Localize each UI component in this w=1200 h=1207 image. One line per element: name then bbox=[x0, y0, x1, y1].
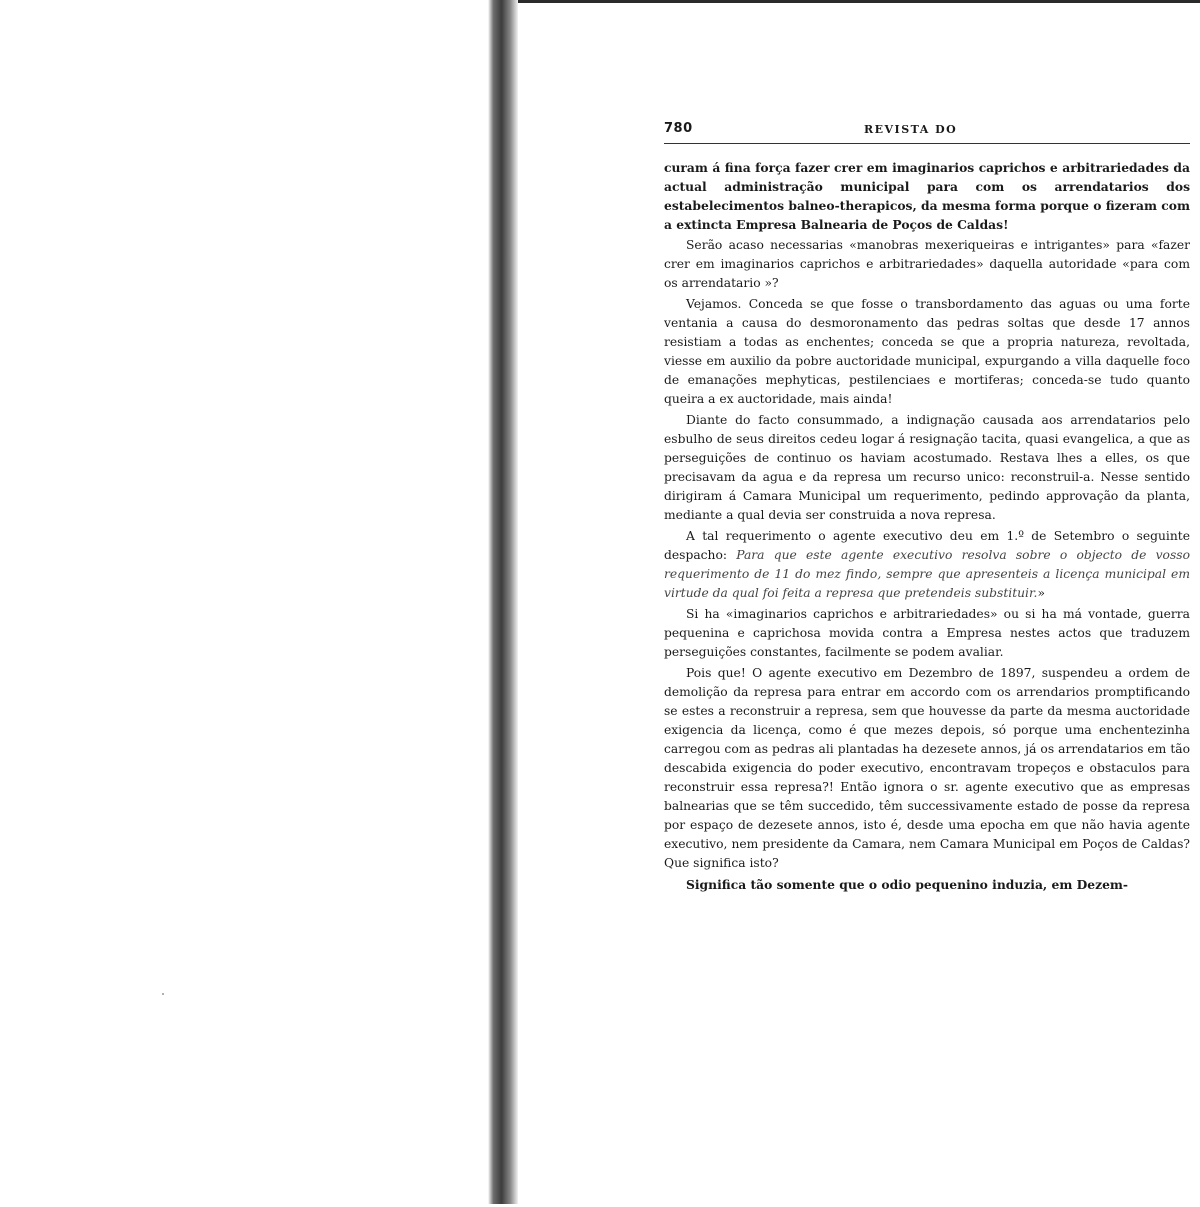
paragraph-5 bbox=[664, 527, 1190, 603]
paragraph-3: Vejamos. Conceda se que fosse o transbordamento das aguas ou uma forte ventania a causa do desmoronamento das pedras soltas que desde 17 annos resistiam a todas as enchentes; conceda se que a propria natureza, revoltada, viesse em auxilio da pobre auctoridade municipal, expurgando a villa daquelle foco de emanações mephyticas, pestilenciaes e mortiferas; conceda-se tudo quanto queira a ex auctoridade, mais ainda! bbox=[664, 297, 1190, 406]
page-header bbox=[664, 121, 1190, 144]
right-page bbox=[518, 0, 1200, 1207]
book-gutter bbox=[488, 0, 518, 1204]
paragraph-6: Si ha «imaginarios caprichos e arbitrariedades» ou si ha má vontade, guerra pequenina e caprichosa movida contra a Empresa nestes actos que traduzem perseguições constantes, facilmente se podem avaliar. bbox=[664, 607, 1190, 659]
paragraph-8: Significa tão somente que o odio pequenino induzia, em Dezem- bbox=[686, 877, 1129, 892]
running-head: REVISTA DO bbox=[864, 123, 958, 136]
paper-speck bbox=[162, 993, 164, 995]
paragraph-1: curam á fina força fazer crer em imaginarios caprichos e arbitrariedades da actual administração municipal para com os arrendatarios dos estabelecimentos balneo-therapicos, da mesma forma porque o fizeram com a extincta Empresa Balnearia de Poços de Caldas! bbox=[664, 160, 1190, 232]
paragraph-7: Pois que! O agente executivo em Dezembro de 1897, suspendeu a ordem de demolição da represa para entrar em accordo com os arrendarios promptificando se estes a reconstruir a represa, sem que houvesse da parte da mesma auctoridade exigencia da licença, como é que mezes depois, só porque uma enchentezinha carregou com as pedras ali plantadas ha dezesete annos, já os arrendatarios em tão descabida exigencia do poder executivo, encontravam tropeços e obstaculos para reconstruir essa represa?! Então ignora o sr. agente executivo que as empresas balnearias que se têm succedido, têm successivamente estado de posse da represa por espaço de dezesete annos, isto é, desde uma epocha em que não havia agente executivo, nem presidente da Camara, nem Camara Municipal em Poços de Caldas? Que significa isto? bbox=[664, 666, 1190, 870]
quote-close: » bbox=[1037, 586, 1045, 600]
left-blank-page bbox=[0, 0, 488, 1204]
despacho-quote: Para que este agente executivo resolva sobre o objecto de vosso requerimento de 11 do mez findo, sempre que apresenteis a licença municipal em virtude da qual foi feita a represa que pretendeis substituir. bbox=[664, 548, 1190, 600]
page-number: 780 bbox=[664, 121, 693, 136]
body-text bbox=[664, 158, 1190, 896]
despacho-lead: A tal requerimento o agente executivo deu em 1.º de Setembro o seguinte despacho: bbox=[664, 529, 1190, 562]
paragraph-2: Serão acaso necessarias «manobras mexeriqueiras e intrigantes» para «fazer crer em imaginarios caprichos e arbitrariedades» daquella autoridade «para com os arrendatario »? bbox=[664, 238, 1190, 290]
paragraph-4: Diante do facto consummado, a indignação causada aos arrendatarios pelo esbulho de seus direitos cedeu logar á resignação tacita, quasi evangelica, a que as perseguições de continuo os haviam acostumado. Restava lhes a elles, os que precisavam da agua e da represa um recurso unico: reconstruil-a. Nesse sentido dirigiram á Camara Municipal um requerimento, pedindo approvação da planta, mediante a qual devia ser construida a nova represa. bbox=[664, 413, 1190, 522]
